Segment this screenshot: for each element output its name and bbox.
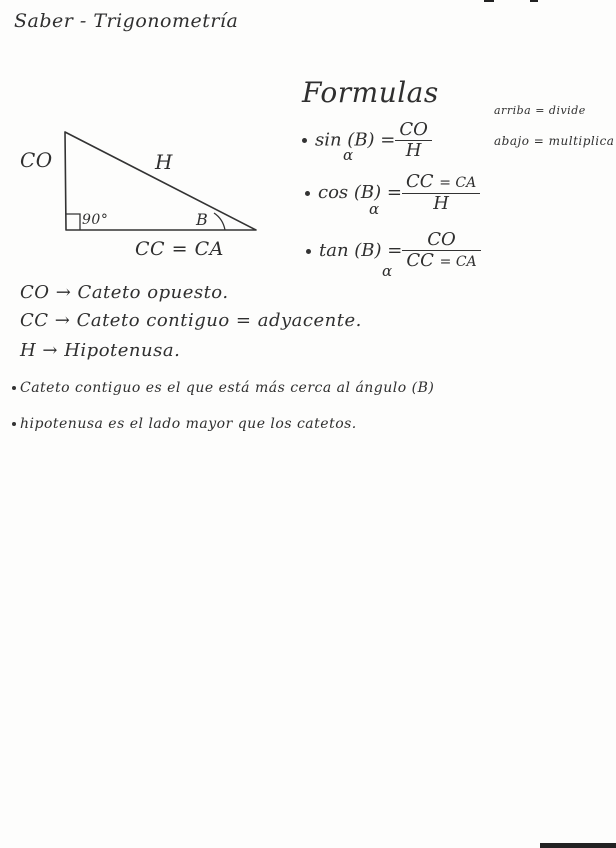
- cos-alpha-symbol: α: [369, 200, 380, 218]
- tan-formula: [306, 230, 481, 272]
- note-cateto-contiguo: Cateto contiguo es el que está más cerca al ángulo (B): [12, 380, 434, 396]
- tan-denominator: CC = CA: [406, 250, 477, 271]
- sin-fraction: [395, 120, 432, 161]
- page-title: Saber - Trigonometría: [14, 10, 239, 32]
- tan-alpha-symbol: α: [382, 262, 393, 280]
- cos-lhs: cos (B) =: [318, 182, 402, 203]
- note-hipotenusa: hipotenusa es el lado mayor que los catetos.: [12, 416, 357, 432]
- tan-numerator: CO: [402, 230, 480, 251]
- cos-fraction: [402, 172, 480, 214]
- sin-denominator: H: [405, 140, 422, 161]
- formulas-heading: Formulas: [302, 76, 439, 109]
- bullet-icon: [306, 249, 311, 254]
- angle-b-label: B: [196, 210, 209, 229]
- bullet-icon: [12, 422, 16, 426]
- sin-numerator: CO: [395, 120, 432, 141]
- definition-co: CO → Cateto opuesto.: [20, 282, 229, 303]
- side-note-bottom: abajo = multiplica: [494, 134, 615, 148]
- cos-formula: [305, 172, 480, 214]
- definition-cc: CC → Cateto contiguo = adyacente.: [20, 310, 362, 331]
- opposite-side-label: CO: [20, 148, 53, 172]
- hypotenuse-label: H: [155, 150, 173, 174]
- sin-lhs: sin (B) =: [315, 129, 396, 151]
- adjacent-side-label: CC = CA: [135, 238, 224, 260]
- cos-numerator-extra: = CA: [439, 175, 477, 191]
- bullet-icon: [305, 191, 310, 196]
- right-angle-label: 90°: [82, 212, 109, 228]
- cos-denominator: H: [433, 193, 449, 214]
- tan-denominator-extra: = CA: [439, 254, 477, 270]
- scan-edge-mark: [530, 0, 538, 2]
- scan-edge-mark: [484, 0, 494, 2]
- bullet-icon: [12, 386, 16, 390]
- scan-edge-mark: [540, 843, 616, 848]
- tan-fraction: [402, 230, 480, 272]
- tan-lhs: tan (B) =: [319, 240, 403, 261]
- bullet-icon: [302, 138, 307, 143]
- sin-alpha-symbol: α: [343, 146, 354, 164]
- definition-h: H → Hipotenusa.: [20, 340, 181, 361]
- side-note-top: arriba = divide: [494, 104, 586, 117]
- cos-numerator: CC = CA: [402, 172, 480, 194]
- sin-formula: [302, 120, 432, 161]
